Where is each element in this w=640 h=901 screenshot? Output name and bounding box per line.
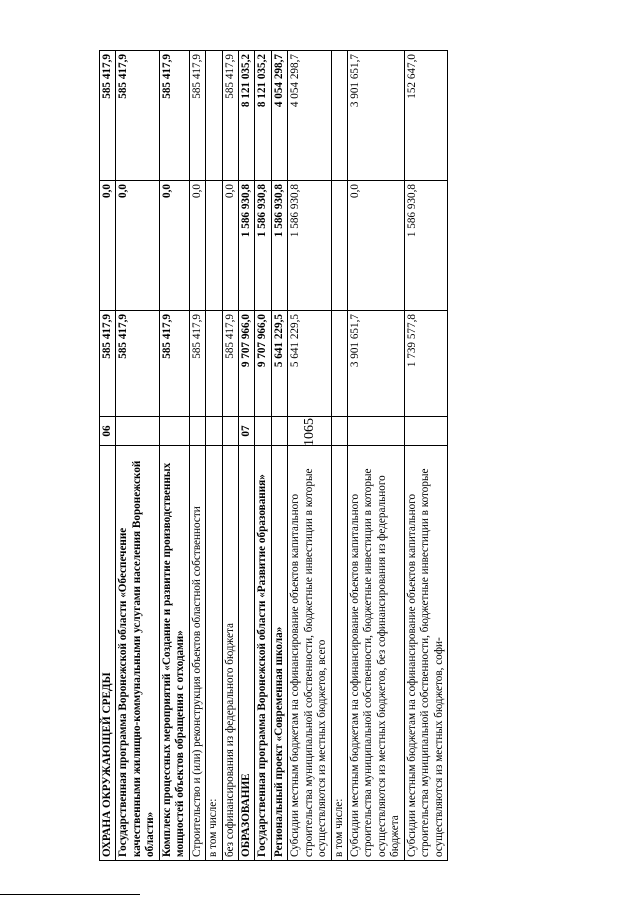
federal-value-cell: 1 586 930,8 (238, 181, 254, 311)
regional-value-cell: 4 054 298,7 (271, 51, 287, 181)
section-code-cell (116, 417, 159, 446)
row-name-cell: Строительство и (или) реконструкция объектов областной собственности (189, 446, 205, 861)
section-code-cell (288, 417, 331, 446)
section-code-cell: 07 (238, 417, 254, 446)
budget-table (99, 50, 448, 861)
section-code-cell (222, 417, 238, 446)
regional-value-cell: 585 417,9 (116, 51, 159, 181)
total-value-cell: 585 417,9 (159, 311, 189, 417)
table-row (116, 51, 159, 861)
footer-rule (0, 894, 140, 895)
budget-table-container (99, 51, 604, 861)
federal-value-cell: 1 586 930,8 (271, 181, 287, 311)
total-value-cell: 585 417,9 (100, 311, 116, 417)
regional-value-cell (206, 51, 222, 181)
row-name-cell: Комплекс процессных мероприятий «Создание и развитие производственных мощностей объектов обращения с отходами» (159, 446, 189, 861)
section-code-cell (348, 417, 405, 446)
total-value-cell: 9 707 966,0 (238, 311, 254, 417)
row-name-cell: Субсидии местным бюджетам на софинансирование объектов капитального строительства муниципальной собственности, бюджетные инвестиции в которые осуществляются из местных бюджетов, всего (288, 446, 331, 861)
row-name-cell: в том числе: (206, 446, 222, 861)
total-value-cell: 585 417,9 (222, 311, 238, 417)
table-row (255, 51, 271, 861)
table-row (100, 51, 116, 861)
section-code-cell (189, 417, 205, 446)
total-value-cell: 3 901 651,7 (348, 311, 405, 417)
section-code-cell (271, 417, 287, 446)
row-name-cell: ОБРАЗОВАНИЕ (238, 446, 254, 861)
table-row (189, 51, 205, 861)
total-value-cell: 1 739 577,8 (404, 311, 447, 417)
federal-value-cell: 1 586 930,8 (288, 181, 331, 311)
section-code-cell (331, 417, 347, 446)
regional-value-cell: 4 054 298,7 (288, 51, 331, 181)
regional-value-cell: 8 121 035,2 (238, 51, 254, 181)
section-code-cell (206, 417, 222, 446)
total-value-cell: 585 417,9 (189, 311, 205, 417)
federal-value-cell: 0,0 (159, 181, 189, 311)
federal-value-cell: 1 586 930,8 (255, 181, 271, 311)
regional-value-cell: 3 901 651,7 (348, 51, 405, 181)
table-row (348, 51, 405, 861)
federal-value-cell: 1 586 930,8 (404, 181, 447, 311)
regional-value-cell: 585 417,9 (189, 51, 205, 181)
row-name-cell: Региональный проект «Современная школа» (271, 446, 287, 861)
table-row (206, 51, 222, 861)
regional-value-cell: 585 417,9 (222, 51, 238, 181)
row-name-cell: Субсидии местным бюджетам на софинансирование объектов капитального строительства муниципальной собственности, бюджетные инвестиции в которые осуществляются из местных бюджетов, софи- (404, 446, 447, 861)
federal-value-cell: 0,0 (116, 181, 159, 311)
federal-value-cell: 0,0 (222, 181, 238, 311)
section-code-cell: 06 (100, 417, 116, 446)
federal-value-cell: 0,0 (348, 181, 405, 311)
table-row (288, 51, 331, 861)
table-row (159, 51, 189, 861)
page-number: 1065 (302, 418, 317, 446)
row-name-cell: Субсидии местным бюджетам на софинансирование объектов капитального строительства муниципальной собственности, бюджетные инвестиции в которые осуществляются из местных бюджетов, без софинансирования из федерального бюджета (348, 446, 405, 861)
federal-value-cell (331, 181, 347, 311)
table-body (100, 51, 448, 861)
table-row (222, 51, 238, 861)
row-name-cell: без софинансирования из федерального бюджета (222, 446, 238, 861)
total-value-cell: 5 641 229,5 (271, 311, 287, 417)
table-row (404, 51, 447, 861)
row-name-cell: Государственная программа Воронежской области «Развитие образования» (255, 446, 271, 861)
section-code-cell (159, 417, 189, 446)
section-code-cell (404, 417, 447, 446)
federal-value-cell: 0,0 (100, 181, 116, 311)
total-value-cell (206, 311, 222, 417)
section-code-cell (255, 417, 271, 446)
regional-value-cell (331, 51, 347, 181)
table-row (238, 51, 254, 861)
row-name-cell: ОХРАНА ОКРУЖАЮЩЕЙ СРЕДЫ (100, 446, 116, 861)
federal-value-cell (206, 181, 222, 311)
row-name-cell: в том числе: (331, 446, 347, 861)
total-value-cell: 585 417,9 (116, 311, 159, 417)
table-row (271, 51, 287, 861)
total-value-cell (331, 311, 347, 417)
regional-value-cell: 8 121 035,2 (255, 51, 271, 181)
total-value-cell: 9 707 966,0 (255, 311, 271, 417)
row-name-cell: Государственная программа Воронежской области «Обеспечение качественными жилищно-коммунальными услугами населения Воронежской области» (116, 446, 159, 861)
regional-value-cell: 585 417,9 (159, 51, 189, 181)
total-value-cell: 5 641 229,5 (288, 311, 331, 417)
federal-value-cell: 0,0 (189, 181, 205, 311)
table-row (331, 51, 347, 861)
regional-value-cell: 585 417,9 (100, 51, 116, 181)
regional-value-cell: 152 647,0 (404, 51, 447, 181)
